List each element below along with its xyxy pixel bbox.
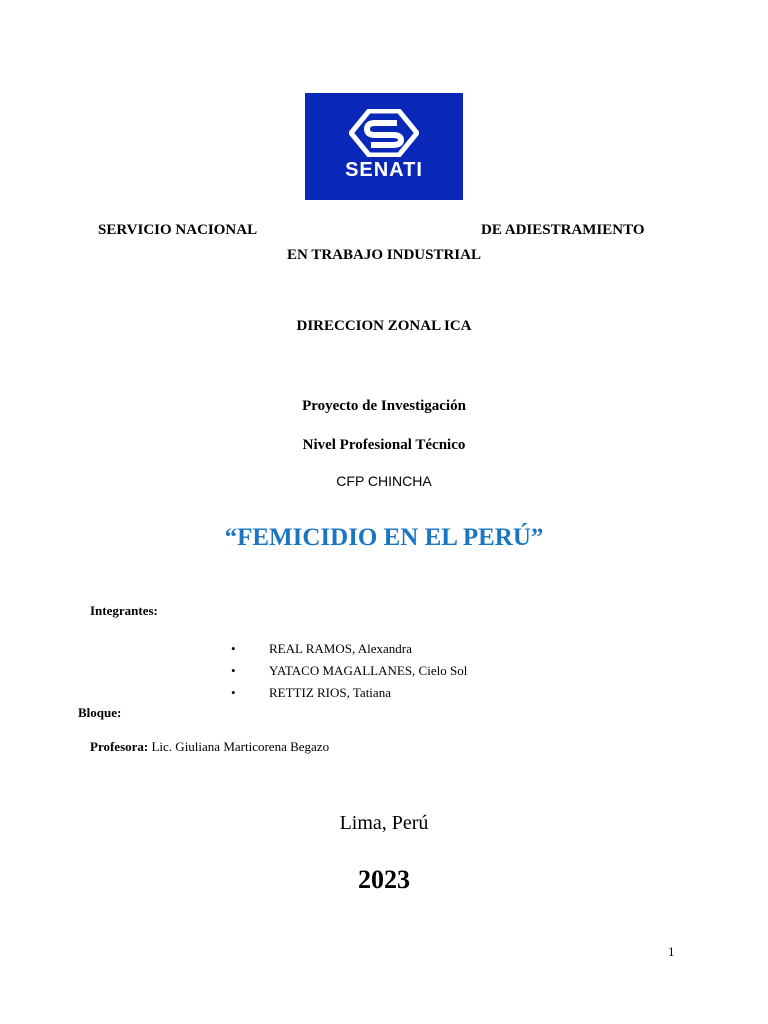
page-number: 1 bbox=[668, 944, 675, 959]
member-name: RETTIZ RIOS, Tatiana bbox=[269, 685, 391, 700]
training-center: CFP CHINCHA bbox=[336, 473, 432, 489]
bullet: • bbox=[231, 663, 236, 678]
members-label: Integrantes: bbox=[90, 603, 158, 618]
senati-emblem-icon bbox=[349, 109, 419, 157]
project-type: Proyecto de Investigación bbox=[302, 398, 466, 414]
city: Lima, Perú bbox=[339, 812, 429, 834]
list-item bbox=[231, 638, 467, 660]
teacher-label: Profesora: bbox=[90, 739, 149, 754]
institution-line1-left: SERVICIO NACIONAL bbox=[98, 222, 258, 238]
document-title: “FEMICIDIO EN EL PERÚ” bbox=[224, 524, 544, 551]
list-item bbox=[231, 682, 467, 704]
year: 2023 bbox=[358, 865, 410, 894]
level: Nivel Profesional Técnico bbox=[302, 437, 466, 453]
bullet: • bbox=[231, 685, 236, 700]
members-list bbox=[231, 638, 467, 704]
direccion-zonal: DIRECCION ZONAL ICA bbox=[296, 318, 472, 334]
member-name: YATACO MAGALLANES, Cielo Sol bbox=[269, 663, 468, 678]
institution-line1-right: DE ADIESTRAMIENTO bbox=[481, 222, 645, 238]
bullet: • bbox=[231, 641, 236, 656]
senati-logo bbox=[305, 93, 463, 200]
institution-line2: EN TRABAJO INDUSTRIAL bbox=[287, 247, 481, 263]
logo-text: SENATI bbox=[345, 159, 423, 181]
block-label: Bloque: bbox=[78, 705, 122, 720]
list-item bbox=[231, 660, 467, 682]
teacher-name: Lic. Giuliana Marticorena Begazo bbox=[151, 739, 330, 754]
member-name: REAL RAMOS, Alexandra bbox=[269, 641, 412, 656]
teacher-row bbox=[90, 739, 329, 755]
